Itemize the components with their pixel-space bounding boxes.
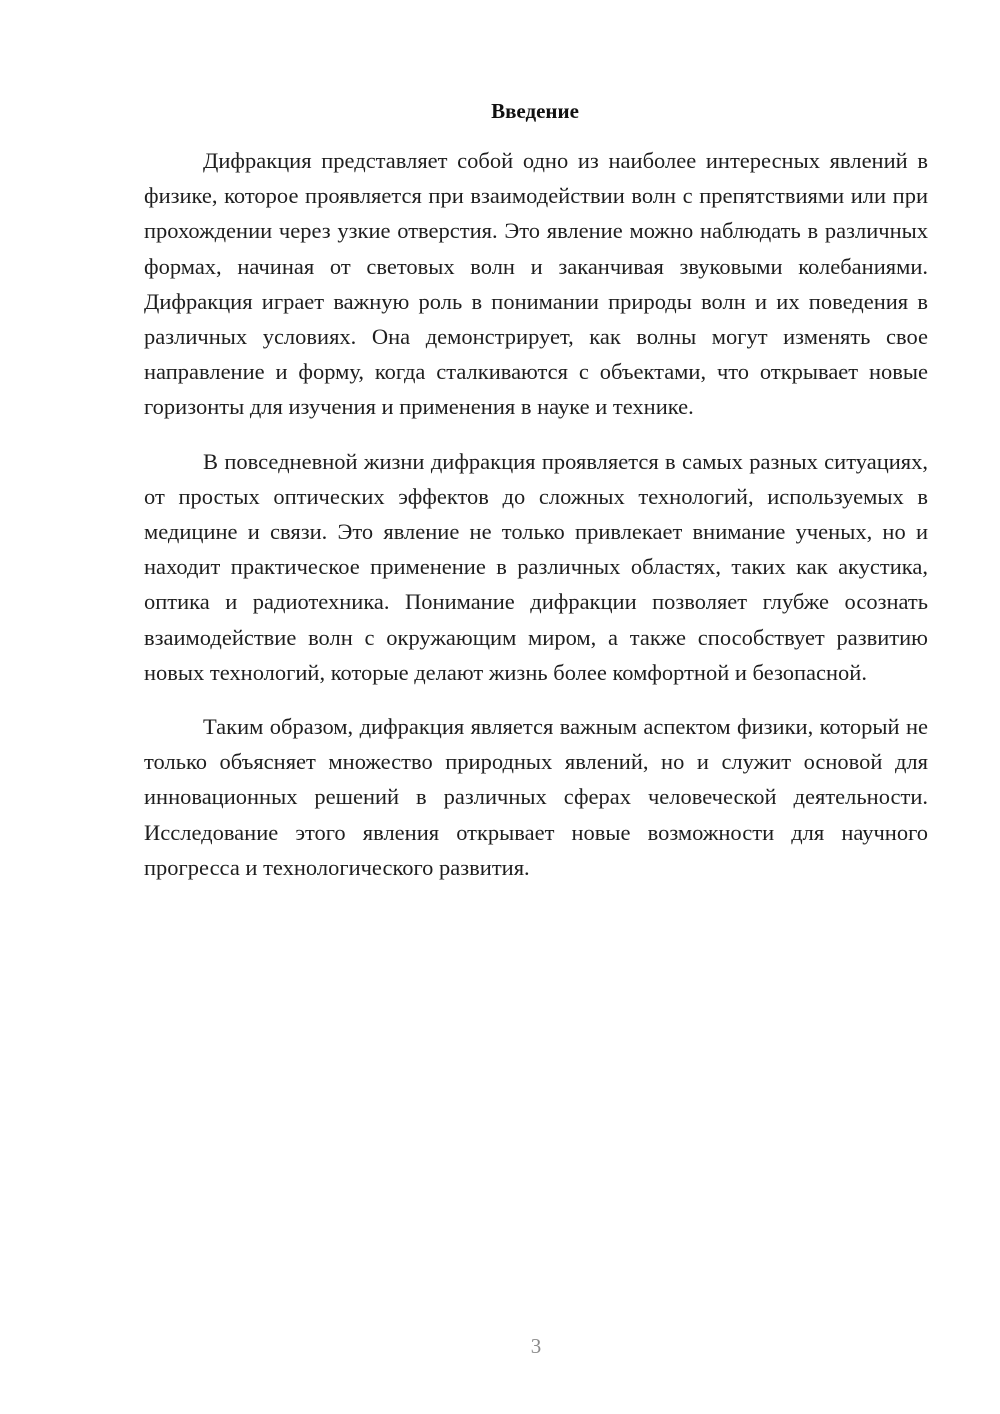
page-number: 3: [530, 1334, 542, 1358]
paragraph-2: В повседневной жизни дифракция проявляется в самых разных ситуациях, от простых оптических эффектов до сложных технологий, используемых в медицине и связи. Это явление не только привлекает внимание ученых, но и находит практическое применение в различных областях, таких как акустика, оптика и радиотехника. Понимание дифракции позволяет глубже осознать взаимодействие волн с окружающим миром, а также способствует развитию новых технологий, которые делают жизнь более комфортной и безопасной.: [144, 448, 928, 685]
section-heading: Введение: [491, 99, 579, 123]
paragraph-1: Дифракция представляет собой одно из наиболее интересных явлений в физике, которое проявляется при взаимодействии волн с препятствиями или при прохождении через узкие отверстия. Это явление можно наблюдать в различных формах, начиная от световых волн и заканчивая звуковыми колебаниями. Дифракция играет важную роль в понимании природы волн и их поведения в различных условиях. Она демонстрирует, как волны могут изменять свое направление и форму, когда сталкиваются с объектами, что открывает новые горизонты для изучения и применения в науке и технике.: [144, 148, 928, 420]
body-text: [144, 143, 928, 904]
paragraph-3: Таким образом, дифракция является важным аспектом физики, который не только объясняет множество природных явлений, но и служит основой для инновационных решений в различных сферах человеческой деятельности. Исследование этого явления открывает новые возможности для научного прогресса и технологического развития.: [144, 714, 928, 880]
